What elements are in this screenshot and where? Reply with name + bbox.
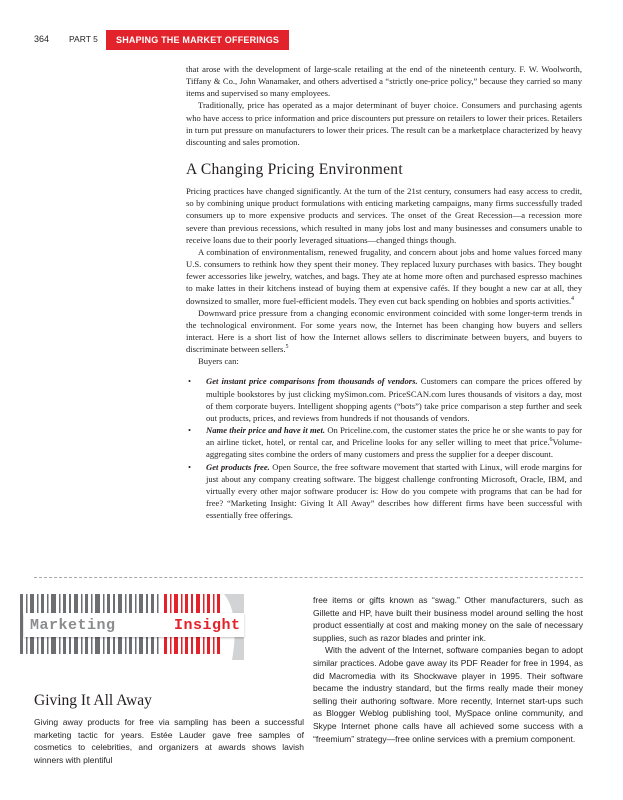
bullet-icon: •: [188, 425, 192, 436]
insight-left-text: Giving away products for free via sampling has been a successful marketing tactic for years. Estée Lauder gave free samples of cosmetics to celebrities, and organizers at awards shows lavish winners with plentiful: [34, 717, 304, 765]
paragraph-text: Downward price pressure from a changing economic environment coincided with some longer-term trends in the technological environment. For some years now, the Internet has been changing how buyers and sellers interact. Here is a short list of how the Internet allows sellers to discriminate between buyers, and buyers to discriminate between sellers.: [186, 307, 582, 355]
paragraph: Pricing practices have changed significantly. At the turn of the 21st century, consumers had easy access to credit, so by combining unique product formulations with enticing marketing campaigns, many firms successfully traded consumers up to more expensive products and services. The onset of the Great Recession—a recession more severe than previous recessions, which resulted in many jobs lost and many businesses and consumers unable to receive loans due to their poorly leveraged situations—changed things though.: [186, 186, 582, 245]
bullet-lead: Name their price and have it met.: [206, 425, 326, 436]
paragraph: that arose with the development of large-scale retailing at the end of the nineteenth century. F. W. Woolworth, Tiffany & Co., John Wanamaker, and others advertised a “strictly one-price policy,” because they carried so many items and supervised so many employees.: [186, 64, 582, 99]
paragraph: Traditionally, price has operated as a major determinant of buyer choice. Consumers and purchasing agents who have access to price information and price discounters put pressure on retailers to lower their prices. Retailers in turn put pressure on manufacturers to lower their prices. The result can be a marketplace characterized by heavy discounting and sales promotion.: [186, 100, 582, 147]
list-item: [186, 424, 582, 460]
insight-right-column: [313, 594, 583, 745]
page-number: 364: [34, 34, 50, 44]
bullet-icon: •: [188, 461, 192, 472]
paragraph: With the advent of the Internet, software companies began to adopt similar practices. Adobe gave away its PDF Reader for free in 1994, as did Macromedia with its Shockwave player in 1995. Their software became the industry standard, but the firms really made their money selling their authoring software. More recently, Internet start-ups such as Blogger Weblog publishing tool, MySpace online community, and Skype Internet phone calls have all achieved some success with a “freemium” strategy—free online services with a premium component.: [313, 645, 583, 744]
buyers-can-label: Buyers can:: [198, 356, 239, 367]
footnote-ref: 6: [549, 437, 553, 444]
banner-word-insight: Insight: [174, 617, 241, 634]
bullet-icon: •: [188, 376, 192, 387]
list-item: [186, 461, 582, 522]
paragraph-text: A combination of environmentalism, renewed frugality, and concern about jobs and home values forced many U.S. consumers to rethink how they spent their money. They replaced luxury purchases with basics. They bought fewer accessories like jewelry, watches, and bags. They ate at home more often and purchased espresso machines to make lattes in their kitchens instead of buying them at expensive cafés. If they bought a new car at all, they downsized to smaller, more fuel-efficient models. They even cut back spending on hobbies and sports activities.: [186, 246, 582, 306]
page-header: [0, 30, 623, 50]
bullet-text: Customers can compare the prices offered by multiple bookstores by just clicking mySimon.com. PriceSCAN.com lures thousands of visitors a day, most of them corporate buyers. Intelligent shopping agents (“bots”) take price comparison a step further and seek out products, prices, and reviews from hundreds if not thousands of vendors.: [206, 376, 582, 423]
bullet-text: Volume-aggregating sites combine the orders of many customers and press the supplier for a deeper discount.: [206, 437, 582, 460]
paragraph: [186, 246, 582, 307]
bullet-text: Open Source, the free software movement that started with Linux, will erode margins for just about any company creating software. The biggest challenge confronting Microsoft, Oracle, IBM, and virtually every other major software producer is: How do you compete with programs that can be had for free? “Marketing Insight: Giving It All Away” describes how different firms have been successful with essentially free offerings.: [206, 461, 582, 521]
section-divider: [34, 577, 583, 578]
footnote-ref: 5: [285, 344, 289, 351]
main-body-text: [186, 63, 582, 521]
banner-word-marketing: Marketing: [30, 617, 116, 634]
paragraph: [186, 307, 582, 356]
list-item: [186, 375, 582, 424]
part-label: PART 5: [69, 34, 98, 44]
bullet-text: On Priceline.com, the customer states the price he or she wants to pay for an airline ticket, hotel, or rental car, and Priceline looks for any seller willing to meet that price.: [206, 425, 582, 448]
bullet-lead: Get instant price comparisons from thousands of vendors.: [206, 376, 418, 387]
bullet-lead: Get products free.: [206, 461, 270, 472]
bullet-list: [186, 375, 582, 521]
section-heading: A Changing Pricing Environment: [186, 161, 403, 179]
marketing-insight-banner: [24, 613, 244, 637]
footnote-ref: 4: [571, 295, 575, 302]
paragraph: free items or gifts known as “swag.” Other manufacturers, such as Gillette and HP, have built their business model around selling the host product essentially at cost and making money on the sale of necessary supplies, such as razor blades and printer ink.: [313, 595, 583, 643]
insight-title: Giving It All Away: [34, 692, 152, 709]
section-title-banner: SHAPING THE MARKET OFFERINGS: [106, 30, 289, 50]
